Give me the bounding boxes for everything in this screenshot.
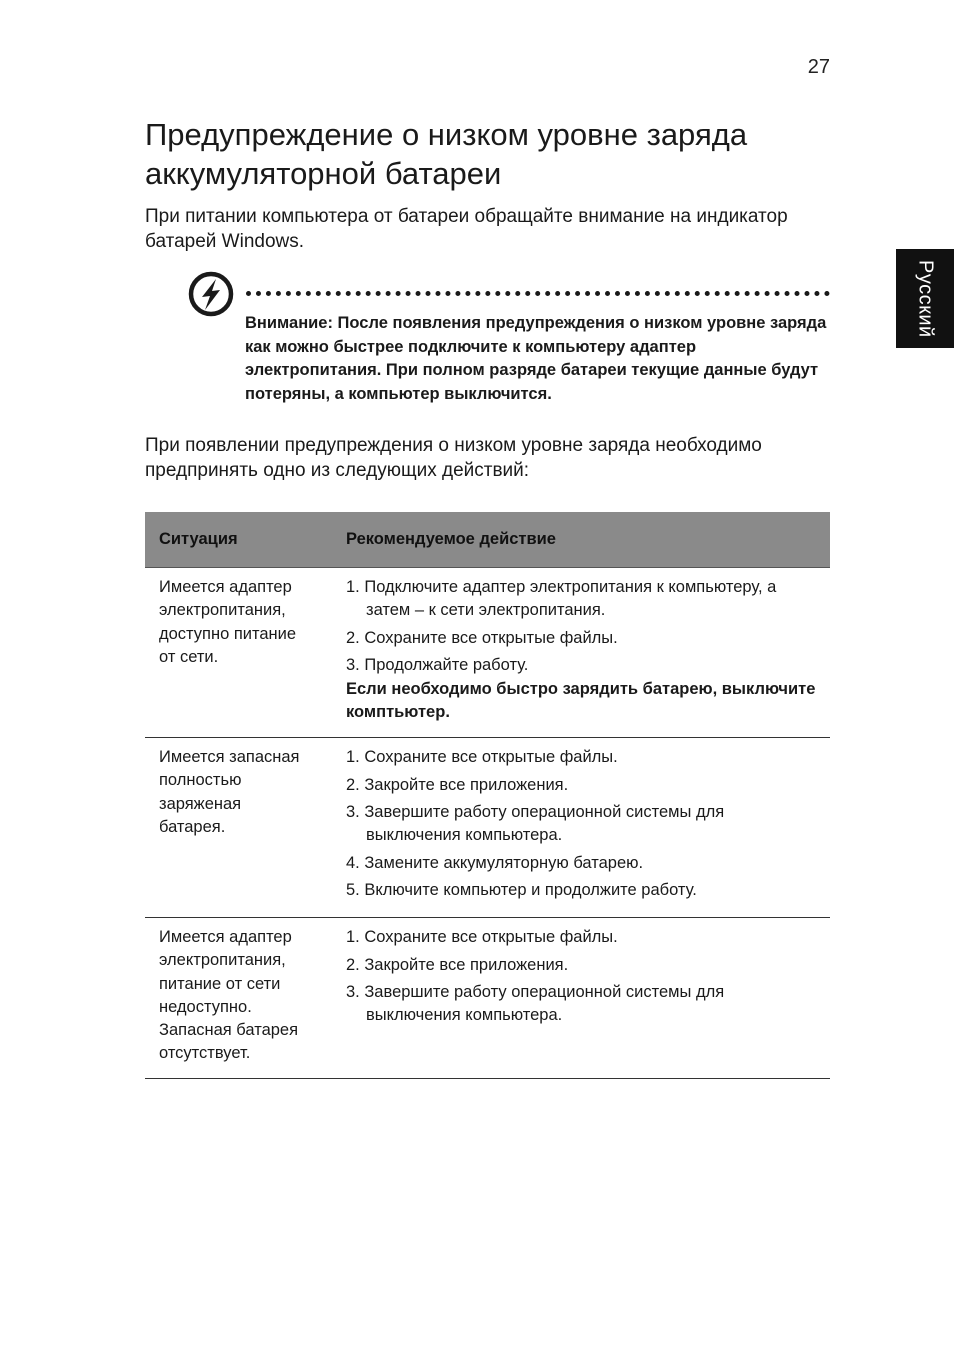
table-row [145,738,830,918]
page-number: 27 [807,56,830,78]
action-note: Если необходимо быстро зарядить батарею, выключите комптьютер. [346,679,816,721]
table-row [145,918,830,1079]
table-row [145,568,830,738]
language-tab-label: Русский [914,259,937,338]
action-step: 2. Закройте все приложения. [346,775,569,794]
action-step: 3. Завершите работу операционной системы для выключения компьютера. [346,803,725,844]
situation-cell: Имеется адаптер электропитания, питание от сети недоступно. Запасная батарея отсутствует. [159,928,299,1063]
action-step: 1. Сохраните все открытые файлы. [346,928,618,946]
lightning-warning-icon [188,271,234,317]
action-step: 1. Сохраните все открытые файлы. [346,748,618,766]
lead-paragraph: При появлении предупреждения о низком уровне заряда необходимо предпринять одно из следующих действий: [145,435,762,481]
action-step: 1. Подключите адаптер электропитания к компьютеру, а затем – к сети электропитания. [346,578,777,619]
intro-paragraph: При питании компьютера от батареи обращайте внимание на индикатор батарей Windows. [145,206,788,252]
warning-text: Внимание: После появления предупреждения о низком уровне заряда как можно быстрее подключите к компьютеру адаптер электропитания. При полном разряде батареи текущие данные будут потеряны, а компьютер выключится. [245,314,827,403]
action-step: 2. Сохраните все открытые файлы. [346,628,618,647]
header-situation: Ситуация [159,530,238,548]
situation-cell: Имеется запасная полностью заряженая батарея. [159,748,300,836]
action-step: 4. Замените аккумуляторную батарею. [346,853,644,872]
action-step: 2. Закройте все приложения. [346,955,569,974]
action-step: 5. Включите компьютер и продолжите работу. [346,881,697,899]
actions-cell [346,926,830,1078]
language-tab [896,249,954,348]
section-heading: Предупреждение о низком уровне заряда аккумуляторной батареи [145,117,748,191]
situation-cell: Имеется адаптер электропитания, доступно питание от сети. [159,578,297,666]
action-step: 3. Завершите работу операционной системы для выключения компьютера. [346,983,725,1024]
table-header [145,512,830,568]
warning-divider [246,291,830,296]
actions-cell [346,576,830,737]
actions-cell [346,746,830,917]
action-step: 3. Продолжайте работу. [346,656,529,674]
actions-table [145,512,830,1079]
header-action: Рекомендуемое действие [346,530,556,548]
